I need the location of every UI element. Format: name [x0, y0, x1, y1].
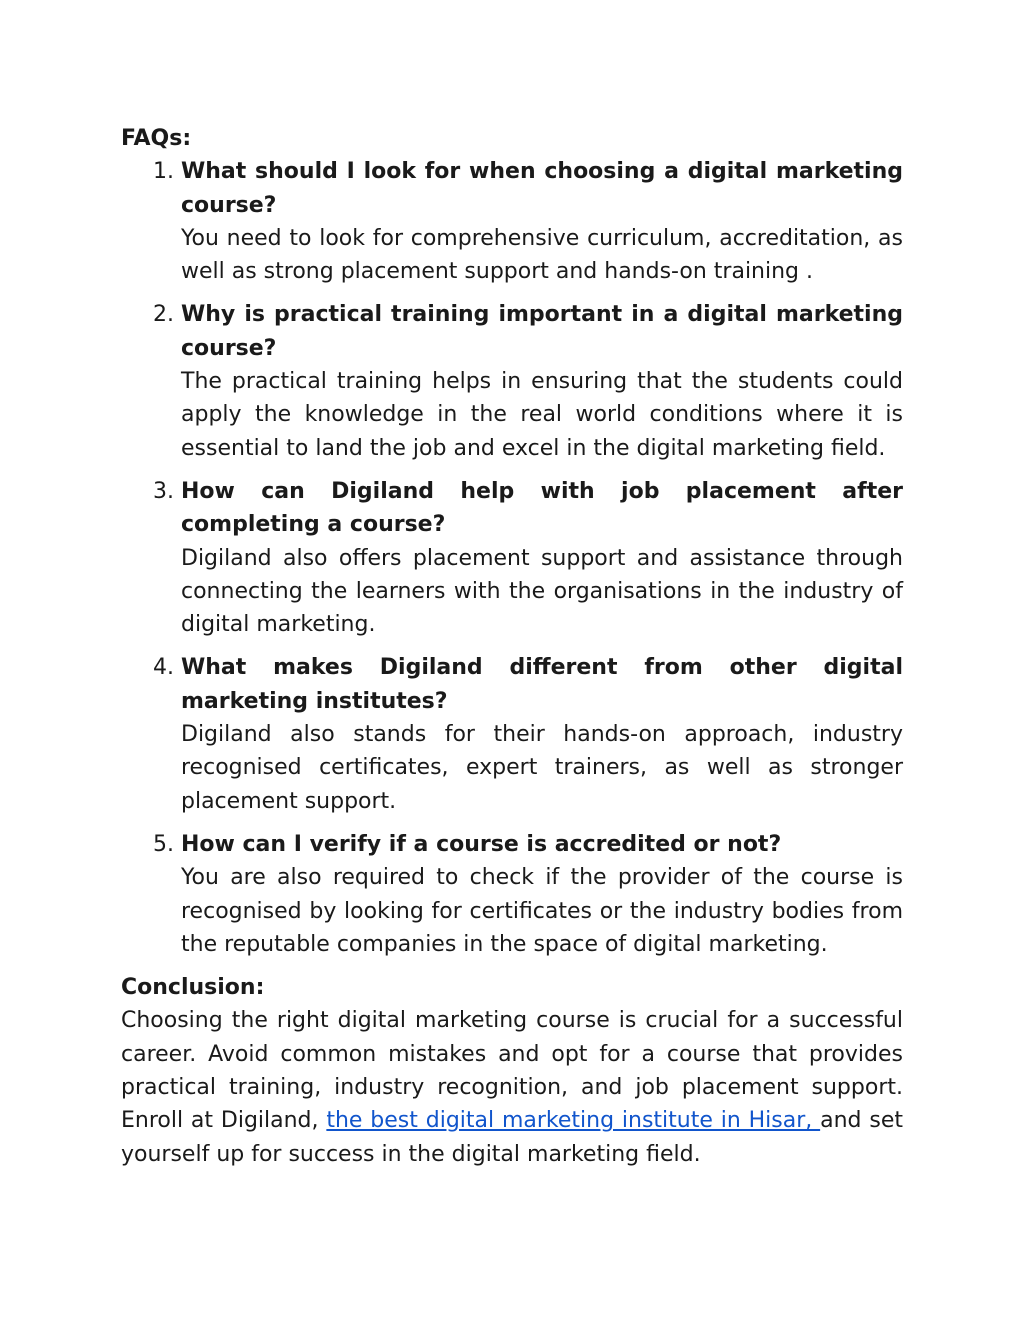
faq-number: 5. — [153, 831, 174, 857]
faq-answer: Digiland also stands for their hands-on approach, industry recognised certificates, expert trainers, as well as stronger placement support. — [181, 722, 903, 814]
faqs-heading: FAQs: — [121, 126, 192, 151]
faq-number: 3. — [153, 478, 174, 504]
conclusion-text-after-link: and set yourself up for success in the digital marketing field. — [121, 1108, 903, 1167]
faq-question: How can Digiland help with job placement after completing a course? — [181, 478, 903, 538]
faq-number: 2. — [153, 302, 174, 328]
faq-item — [121, 475, 903, 641]
conclusion-paragraph — [121, 1004, 903, 1170]
faq-item — [121, 651, 903, 817]
institute-link[interactable]: the best digital marketing institute in Hisar, — [326, 1108, 821, 1134]
faq-answer: The practical training helps in ensuring that the students could apply the knowledge in the real world conditions where it is essential to land the job and excel in the digital marketing field. — [181, 369, 903, 461]
faq-list — [121, 155, 903, 961]
faq-item — [121, 828, 903, 961]
document-page — [121, 122, 903, 1171]
faq-answer: Digiland also offers placement support and assistance through connecting the learners with the organisations in the industry of digital marketing. — [181, 545, 903, 638]
faq-answer: You need to look for comprehensive curriculum, accreditation, as well as strong placement support and hands-on training . — [181, 225, 903, 285]
faq-item — [121, 155, 903, 288]
faq-number: 1. — [153, 159, 174, 185]
faq-question: How can I verify if a course is accredited or not? — [181, 831, 782, 857]
conclusion-text-before-link: Choosing the right digital marketing course is crucial for a successful career. Avoid common mistakes and opt for a course that provides practical training, industry recognition, and job placement support. Enroll at Digiland, — [121, 1008, 903, 1134]
conclusion-heading: Conclusion: — [121, 975, 265, 1001]
faq-item — [121, 298, 903, 464]
faq-number: 4. — [153, 655, 174, 681]
faq-question: Why is practical training important in a digital marketing course? — [181, 302, 903, 361]
faq-answer: You are also required to check if the provider of the course is recognised by looking for certificates or the industry bodies from the reputable companies in the space of digital marketing. — [181, 865, 903, 957]
faq-question: What should I look for when choosing a digital marketing course? — [181, 159, 903, 218]
faq-question: What makes Digiland different from other digital marketing institutes? — [181, 655, 903, 714]
